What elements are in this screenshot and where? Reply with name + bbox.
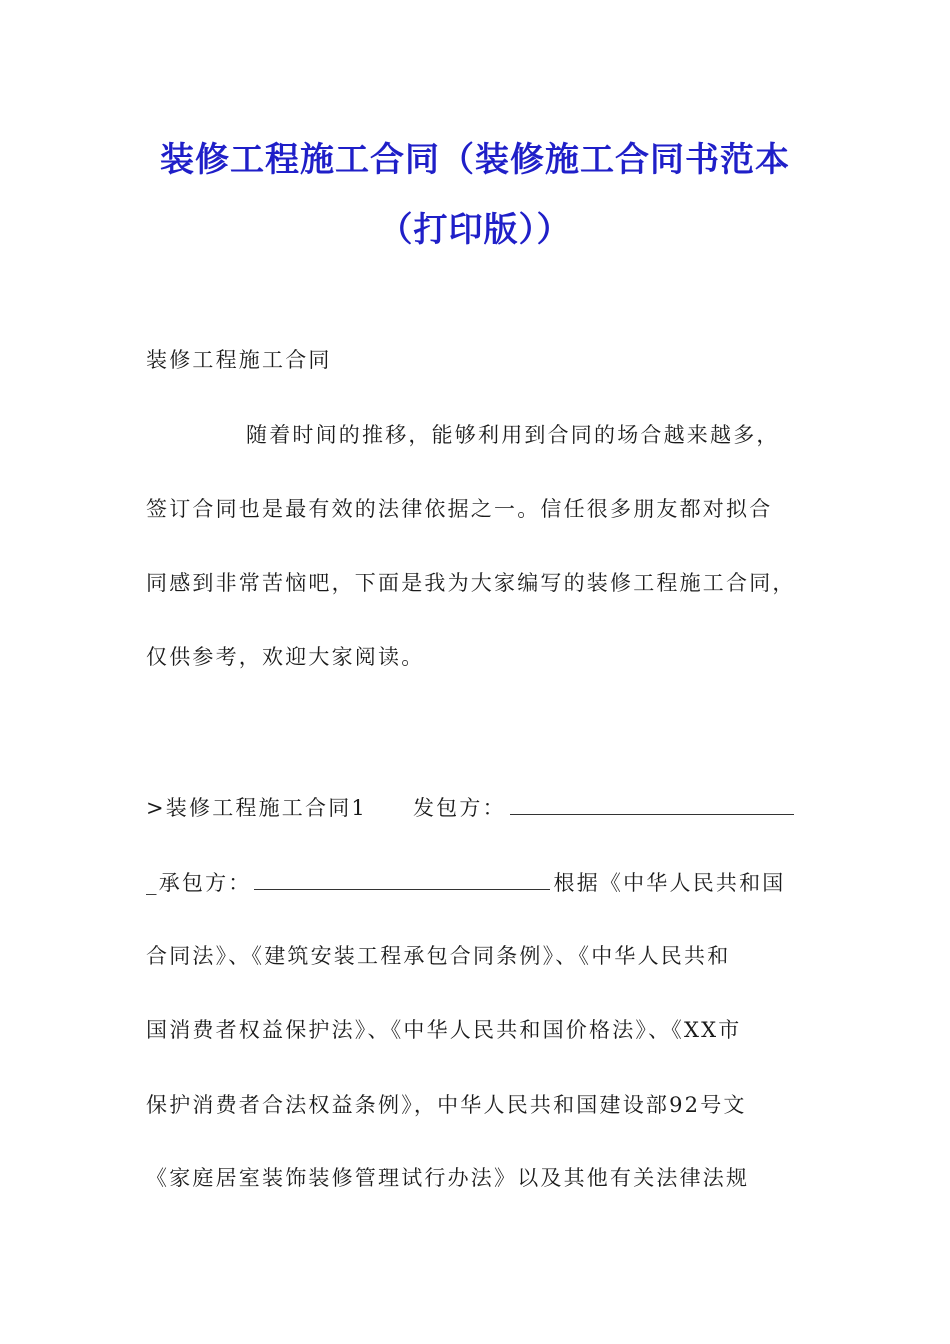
contract-heading: >装修工程施工合同1 <box>146 796 367 820</box>
contract-line-1 <box>146 793 794 823</box>
contract-line-6: 《家庭居室装饰装修管理试行办法》以及其他有关法律法规 <box>146 1166 750 1190</box>
intro-line-2: 签订合同也是最有效的法律依据之一。信任很多朋友都对拟合 <box>146 497 773 521</box>
contract-line-5: 保护消费者合法权益条例》，中华人民共和国建设部92号文 <box>146 1093 747 1117</box>
contract-line-2-text: 根据《中华人民共和国 <box>553 871 786 895</box>
document-title-line-1: 装修工程施工合同（装修施工合同书范本 <box>160 140 790 180</box>
party-b-label: _承包方： <box>146 871 252 895</box>
intro-line-4: 仅供参考，欢迎大家阅读。 <box>146 645 425 669</box>
contract-line-3: 合同法》、《建筑安装工程承包合同条例》、《中华人民共和 <box>146 944 731 968</box>
document-title-line-2: （打印版）） <box>378 210 572 250</box>
party-b-blank-field <box>254 871 550 890</box>
contract-line-2 <box>146 868 786 898</box>
contract-line-4: 国消费者权益保护法》、《中华人民共和国价格法》、《XX市 <box>146 1018 742 1042</box>
intro-line-3: 同感到非常苦恼吧，下面是我为大家编写的装修工程施工合同， <box>146 571 796 595</box>
intro-line-1: 随着时间的推移，能够利用到合同的场合越来越多， <box>246 423 780 447</box>
party-a-blank-field <box>510 796 794 815</box>
party-a-label: 发包方： <box>412 796 506 820</box>
section-subtitle: 装修工程施工合同 <box>146 348 332 372</box>
